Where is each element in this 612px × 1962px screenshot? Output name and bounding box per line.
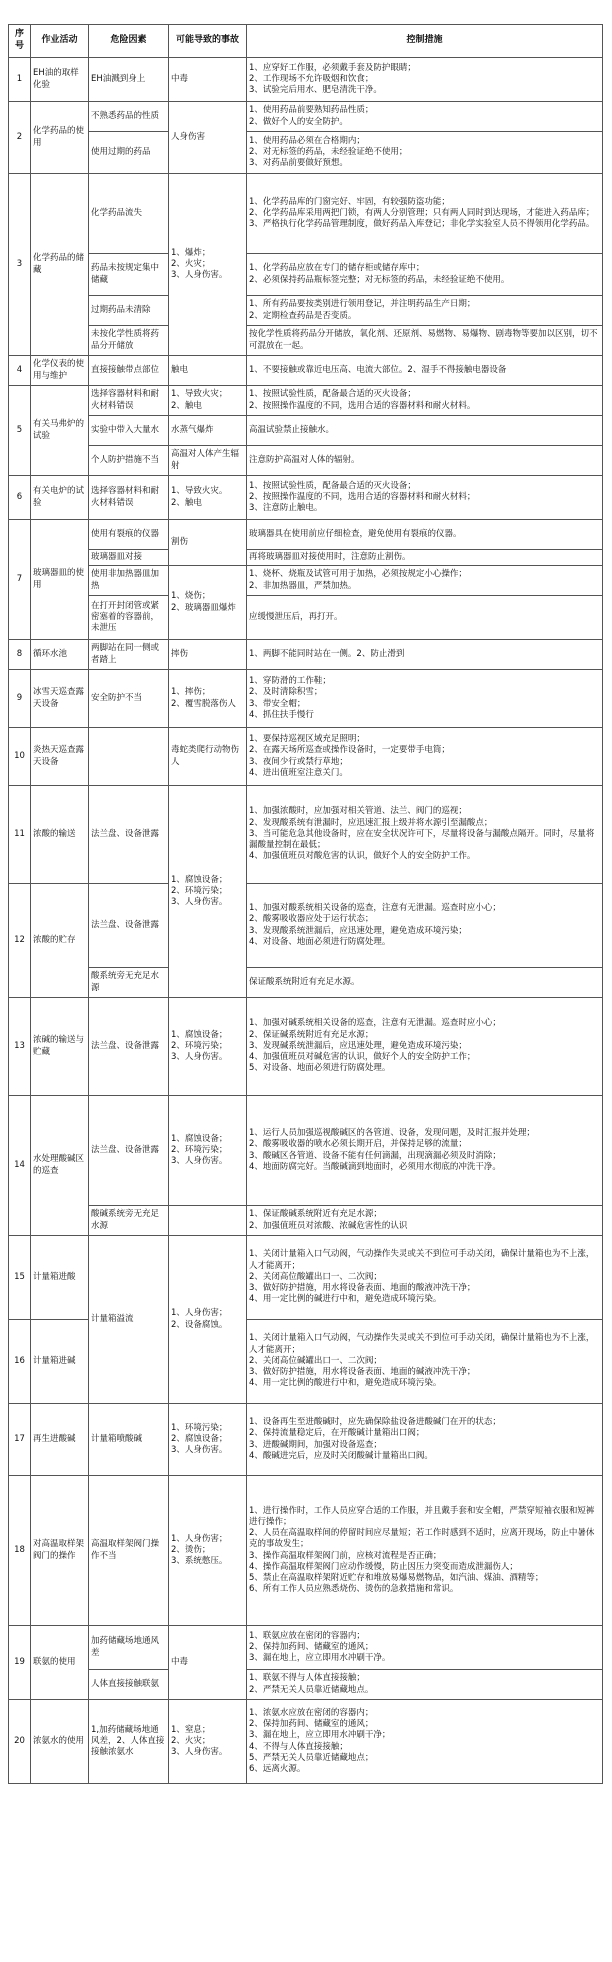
table-row — [9, 132, 603, 174]
hazard-cell: 两脚站在同一侧或者踏上 — [89, 640, 169, 670]
activity-cell: 玻璃器皿的使用 — [31, 520, 89, 640]
hazard-cell: 直接接触带点部位 — [89, 356, 169, 386]
hazard-cell: 计量箱喷酸碱 — [89, 1404, 169, 1476]
header-no: 序号 — [9, 25, 31, 58]
activity-cell: 水处理酸碱区的巡查 — [31, 1096, 89, 1236]
table-row — [9, 884, 603, 968]
measure-cell: 高温试验禁止接触水。 — [247, 416, 603, 446]
measure-cell: 1、要保持巡视区域充足照明； 2、在露天场所巡查或操作设备时，一定要带手电筒； 3、夜间少行或禁行草地； 4、进出值班室注意关门。 — [247, 728, 603, 786]
hazard-cell: 法兰盘、设备泄露 — [89, 998, 169, 1096]
table-row — [9, 1096, 603, 1206]
table-row — [9, 102, 603, 132]
activity-cell: 炎热天巡查露天设备 — [31, 728, 89, 786]
measure-cell: 玻璃器具在使用前应仔细检查，避免使用有裂痕的仪器。 — [247, 520, 603, 550]
accident-cell: 高温对人体产生辐射 — [169, 446, 247, 476]
row-number: 14 — [9, 1096, 31, 1236]
hazard-cell: 化学药品流失 — [89, 174, 169, 254]
row-number: 15 — [9, 1236, 31, 1320]
activity-cell: 计量箱进碱 — [31, 1320, 89, 1404]
hazard-cell: 酸碱系统旁无充足水源 — [89, 1206, 169, 1236]
activity-cell: 对高温取样架阀门的操作 — [31, 1476, 89, 1626]
hazard-cell: 个人防护措施不当 — [89, 446, 169, 476]
accident-cell: 人身伤害 — [169, 102, 247, 174]
header-accident: 可能导致的事故 — [169, 25, 247, 58]
hazard-cell: 使用有裂痕的仪器 — [89, 520, 169, 550]
table-row — [9, 58, 603, 102]
measure-cell: 1、联氨不得与人体直接接触； 2、严禁无关人员靠近储藏地点。 — [247, 1670, 603, 1700]
row-number: 20 — [9, 1700, 31, 1784]
row-number: 6 — [9, 476, 31, 520]
table-row — [9, 1670, 603, 1700]
measure-cell: 1、加强对碱系统相关设备的巡查，注意有无泄漏。巡查时应小心； 2、保证碱系统附近有充足水源； 3、发现碱系统泄漏后，应迅速处理，避免造成环境污染； 4、加强值班员对碱危害的认识，做好个人的安全防护工作； 5、对设备、地面必须进行防腐处理。 — [247, 998, 603, 1096]
measure-cell: 1、按照试验性质，配备最合适的灭火设备； 2、按照操作温度的不同，选用合适的容器材料和耐火材料。 — [247, 386, 603, 416]
table-row — [9, 386, 603, 416]
row-number: 19 — [9, 1626, 31, 1700]
table-row — [9, 416, 603, 446]
table-row — [9, 566, 603, 596]
measure-cell: 1、加强浓酸时，应加强对相关管道、法兰、阀门的巡视； 2、发现酸系统有泄漏时，应迅速汇报上级并将水源引至漏酸点； 3、当可能危急其他设备时，应在安全状况许可下，尽量将设备与漏酸点隔开。同时，尽量将漏酸量控制在最低； 4、加强值班员对酸危害的认识，做好个人的安全防护工作。 — [247, 786, 603, 884]
table-row — [9, 520, 603, 550]
table-row — [9, 640, 603, 670]
accident-cell: 割伤 — [169, 520, 247, 566]
row-number: 4 — [9, 356, 31, 386]
table-row — [9, 1236, 603, 1320]
hazard-cell: EH油溅到身上 — [89, 58, 169, 102]
row-number: 7 — [9, 520, 31, 640]
accident-cell: 1、环境污染； 2、腐蚀设备； 3、人身伤害。 — [169, 1404, 247, 1476]
activity-cell: 有关马弗炉的试验 — [31, 386, 89, 476]
measure-cell: 1、所有药品要按类别进行领用登记，并注明药品生产日期； 2、定期检查药品是否变质。 — [247, 296, 603, 326]
measure-cell: 1、关闭计量箱入口气动阀，气动操作失灵或关不到位可手动关闭，确保计量箱也为不上涨，人才能离开； 2、关闭高位碱罐出口一、二次阀； 3、做好防护措施，用水将设备表面、地面的碱液冲洗干净； 4、用一定比例的酸进行中和，避免造成环境污染。 — [247, 1320, 603, 1404]
accident-cell: 1、腐蚀设备； 2、环境污染； 3、人身伤害。 — [169, 786, 247, 998]
accident-cell: 水蒸气爆炸 — [169, 416, 247, 446]
accident-cell: 毒蛇类爬行动物伤人 — [169, 728, 247, 786]
accident-cell: 摔伤 — [169, 640, 247, 670]
measure-cell: 1、设备再生至进酸碱时，应先确保除盐设备进酸碱门在开的状态； 2、保持流量稳定后，在开酸碱计量箱出口阀； 3、进酸碱期间，加强对设备巡查； 4、酸碱进完后，应及时关闭酸碱计量箱出口阀。 — [247, 1404, 603, 1476]
accident-cell: 中毒 — [169, 58, 247, 102]
hazard-cell: 实验中带入大量水 — [89, 416, 169, 446]
row-number: 13 — [9, 998, 31, 1096]
table-row — [9, 998, 603, 1096]
hazard-cell: 选择容器材料和耐火材料错误 — [89, 386, 169, 416]
hazard-cell: 人体直接接触联氨 — [89, 1670, 169, 1700]
row-number: 17 — [9, 1404, 31, 1476]
activity-cell: 循环水池 — [31, 640, 89, 670]
row-number: 8 — [9, 640, 31, 670]
hazard-cell: 酸系统旁无充足水源 — [89, 968, 169, 998]
measure-cell: 1、浓氨水应放在密闭的容器内； 2、保持加药间、储藏室的通风； 3、漏在地上，应立即用水冲刷干净； 4、不得与人体直接接触； 5、严禁无关人员靠近储藏地点； 6、远离火源。 — [247, 1700, 603, 1784]
hazard-cell: 1,加药储藏场地通风差，2、人体直接接触浓氨水 — [89, 1700, 169, 1784]
measure-cell: 再将玻璃器皿对接使用时，注意防止割伤。 — [247, 550, 603, 566]
hazard-cell: 药品未按规定集中储藏 — [89, 254, 169, 296]
hazard-cell: 玻璃器皿对接 — [89, 550, 169, 566]
accident-cell: 1、窒息； 2、火灾； 3、人身伤害。 — [169, 1700, 247, 1784]
row-number: 18 — [9, 1476, 31, 1626]
hazard-cell: 法兰盘、设备泄露 — [89, 786, 169, 884]
activity-cell: 化学药品的使用 — [31, 102, 89, 174]
measure-cell: 1、化学药品库的门窗完好、牢固，有较强防盗功能； 2、化学药品库采用两把门锁，有两人分别管理；只有两人同时到达现场，才能进入药品库； 3、严格执行化学药品管理制度，做好药品入库登记；非化学实验室人员不得领用化学药品。 — [247, 174, 603, 254]
hazard-cell: 在打开封闭管或紧密塞着的容器前，未泄压 — [89, 596, 169, 640]
measure-cell: 1、关闭计量箱入口气动阀，气动操作失灵或关不到位可手动关闭，确保计量箱也为不上涨，人才能离开； 2、关闭高位酸罐出口一、二次阀； 3、做好防护措施，用水将设备表面、地面的酸液冲洗干净； 4、用一定比例的碱进行中和，避免造成环境污染。 — [247, 1236, 603, 1320]
accident-cell: 1、烧伤； 2、玻璃器皿爆炸 — [169, 566, 247, 640]
hazard-cell: 法兰盘、设备泄露 — [89, 884, 169, 968]
row-number: 3 — [9, 174, 31, 356]
hazard-cell: 高温取样架阀门操作不当 — [89, 1476, 169, 1626]
measure-cell: 1、应穿好工作服，必须戴手套及防护眼睛； 2、工作现场不允许吸烟和饮食； 3、试验完后用水、肥皂清洗干净。 — [247, 58, 603, 102]
accident-cell: 1、导致火灾。 2、触电 — [169, 476, 247, 520]
activity-cell: 化学仪表的使用与维护 — [31, 356, 89, 386]
hazard-cell: 未按化学性质将药品分开储放 — [89, 326, 169, 356]
hazard-cell: 不熟悉药品的性质 — [89, 102, 169, 132]
measure-cell: 1、使用药品前要熟知药品性质； 2、做好个人的安全防护。 — [247, 102, 603, 132]
table-row — [9, 254, 603, 296]
accident-cell: 1、摔伤； 2、覆雪脱落伤人 — [169, 670, 247, 728]
header-measures: 控制措施 — [247, 25, 603, 58]
measure-cell: 1、保证酸碱系统附近有充足水源； 2、加强值班员对浓酸、浓碱危害性的认识 — [247, 1206, 603, 1236]
measure-cell: 保证酸系统附近有充足水源。 — [247, 968, 603, 998]
activity-cell: 浓酸的输送 — [31, 786, 89, 884]
table-row — [9, 968, 603, 998]
measure-cell: 1、进行操作时，工作人员应穿合适的工作服，并且戴手套和安全帽，严禁穿短袖衣服和短裤进行操作； 2、人员在高温取样间的停留时间应尽量短；若工作时感到不适时，应离开现场，防止中暑休克的事故发生； 3、操作高温取样架阀门前，应核对流程是否正确； 4、操作高温取样架阀门应动作缓慢，防止因压力突变而造成泄漏伤人； 5、禁止在高温取样架附近贮存和堆放易爆易燃物品，如汽油、煤油、酒精等； 6、所有工作人员应熟悉烧伤、烫伤的急救措施和常识。 — [247, 1476, 603, 1626]
accident-cell: 1、腐蚀设备； 2、环境污染； 3、人身伤害。 — [169, 1096, 247, 1206]
table-row — [9, 174, 603, 254]
row-number: 9 — [9, 670, 31, 728]
row-number: 5 — [9, 386, 31, 476]
activity-cell: EH油的取样化验 — [31, 58, 89, 102]
activity-cell: 计量箱进酸 — [31, 1236, 89, 1320]
table-row — [9, 550, 603, 566]
row-number: 2 — [9, 102, 31, 174]
accident-cell: 中毒 — [169, 1626, 247, 1700]
risk-control-table — [8, 24, 603, 1784]
activity-cell: 浓碱的输送与贮藏 — [31, 998, 89, 1096]
table-row — [9, 356, 603, 386]
table-row — [9, 1700, 603, 1784]
hazard-cell — [89, 728, 169, 786]
table-row — [9, 670, 603, 728]
page — [8, 24, 602, 1784]
hazard-cell: 选择容器材料和耐火材料错误 — [89, 476, 169, 520]
hazard-cell: 过期药品未清除 — [89, 296, 169, 326]
activity-cell: 浓酸的贮存 — [31, 884, 89, 998]
measure-cell: 1、化学药品应放在专门的储存柜或储存库中； 2、必须保持药品瓶标签完整；对无标签的药品，未经验证绝不使用。 — [247, 254, 603, 296]
header-activity: 作业活动 — [31, 25, 89, 58]
hazard-cell: 计量箱溢流 — [89, 1236, 169, 1404]
table-row — [9, 446, 603, 476]
table-row — [9, 786, 603, 884]
table-row — [9, 1404, 603, 1476]
activity-cell: 再生进酸碱 — [31, 1404, 89, 1476]
measure-cell: 1、联氨应放在密闭的容器内； 2、保持加药间、储藏室的通风； 3、漏在地上，应立即用水冲刷干净。 — [247, 1626, 603, 1670]
measure-cell: 1、使用药品必须在合格期内； 2、对无标签的药品，未经验证绝不使用； 3、对药品前要做好预想。 — [247, 132, 603, 174]
hazard-cell: 加药储藏场地通风差 — [89, 1626, 169, 1670]
measure-cell: 应缓慢泄压后，再打开。 — [247, 596, 603, 640]
accident-cell — [169, 1206, 247, 1236]
measure-cell: 1、加强对酸系统相关设备的巡查，注意有无泄漏。巡查时应小心； 2、酸雾吸收器应处于运行状态； 3、发现酸系统泄漏后，应迅速处理，避免造成环境污染； 4、对设备、地面必须进行防腐处理。 — [247, 884, 603, 968]
accident-cell: 1、人身伤害； 2、设备腐蚀。 — [169, 1236, 247, 1404]
measure-cell: 1、运行人员加强巡视酸碱区的各管道、设备，发现问题，及时汇报并处理； 2、酸雾吸收器的喷水必须长期开启，并保持足够的流量； 3、酸碱区各管道、设备不能有任何滴漏，出现滴漏必须及时消除； 4、地面防腐完好。当酸碱滴到地面时，必须用水彻底的冲洗干净。 — [247, 1096, 603, 1206]
table-row — [9, 1476, 603, 1626]
header-hazard: 危险因素 — [89, 25, 169, 58]
table-row — [9, 1206, 603, 1236]
hazard-cell: 法兰盘、设备泄露 — [89, 1096, 169, 1206]
hazard-cell: 安全防护不当 — [89, 670, 169, 728]
measure-cell: 按化学性质将药品分开储放，氧化剂、还原剂、易燃物、易爆物、剧毒物等要加以区别，切不可混放在一起。 — [247, 326, 603, 356]
measure-cell: 注意防护高温对人体的辐射。 — [247, 446, 603, 476]
hazard-cell: 使用过期的药品 — [89, 132, 169, 174]
accident-cell: 1、爆炸； 2、火灾； 3、人身伤害。 — [169, 174, 247, 356]
row-number: 16 — [9, 1320, 31, 1404]
activity-cell: 冰雪天巡查露天设备 — [31, 670, 89, 728]
row-number: 11 — [9, 786, 31, 884]
activity-cell: 浓氨水的使用 — [31, 1700, 89, 1784]
measure-cell: 1、穿防滑的工作鞋； 2、及时清除积雪； 3、带安全帽； 4、抓住扶手慢行 — [247, 670, 603, 728]
accident-cell: 1、人身伤害； 2、烫伤； 3、系统憋压。 — [169, 1476, 247, 1626]
table-row — [9, 296, 603, 326]
table-row — [9, 326, 603, 356]
measure-cell: 1、不要接触或靠近电压高、电流大部位。2、湿手不得接触电器设备 — [247, 356, 603, 386]
accident-cell: 触电 — [169, 356, 247, 386]
measure-cell: 1、按照试验性质，配备最合适的灭火设备； 2、按照操作温度的不同，选用合适的容器材料和耐火材料； 3、注意防止触电。 — [247, 476, 603, 520]
row-number: 12 — [9, 884, 31, 998]
table-row — [9, 476, 603, 520]
accident-cell: 1、导致火灾； 2、触电 — [169, 386, 247, 416]
activity-cell: 化学药品的储藏 — [31, 174, 89, 356]
measure-cell: 1、两脚不能同时站在一侧。2、防止滑到 — [247, 640, 603, 670]
row-number: 1 — [9, 58, 31, 102]
header-row — [9, 25, 603, 58]
table-row — [9, 596, 603, 640]
table-row — [9, 728, 603, 786]
activity-cell: 联氨的使用 — [31, 1626, 89, 1700]
table-row — [9, 1626, 603, 1670]
accident-cell: 1、腐蚀设备； 2、环境污染； 3、人身伤害。 — [169, 998, 247, 1096]
row-number: 10 — [9, 728, 31, 786]
hazard-cell: 使用非加热器皿加热 — [89, 566, 169, 596]
measure-cell: 1、烧杯、烧瓶及试管可用于加热，必须按规定小心操作； 2、非加热器皿，严禁加热。 — [247, 566, 603, 596]
activity-cell: 有关电炉的试验 — [31, 476, 89, 520]
